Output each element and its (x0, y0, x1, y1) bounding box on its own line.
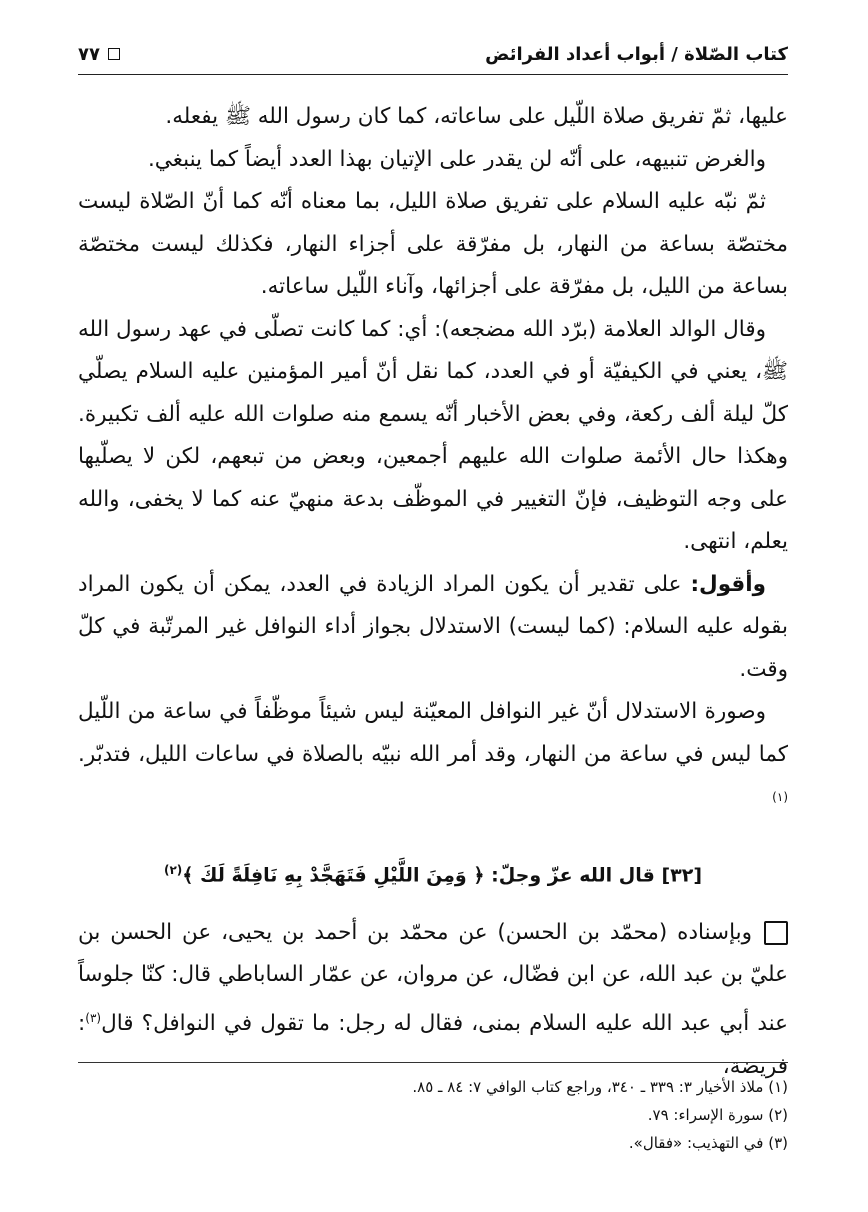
paragraph-5-text: على تقدير أن يكون المراد الزيادة في العدد، يمكن أن يكون المراد بقوله عليه السلام: (كما ليست) الاستدلال بجواز أداء النوافل غير المرتّبة في كلّ وقت. (78, 571, 788, 682)
hadith-text: وبإسناده (محمّد بن الحسن) عن محمّد بن أحمد بن يحيى، عن الحسن بن عليّ بن عبد الله، عن ابن فضّال، عن مروان، عن عمّار الساباطي قال: كنّا جلوساً عند أبي عبد الله عليه السلام بمنى، فقال له رجل: ما تقول في النوافل؟ قال (78, 919, 788, 1037)
paragraph-1 (78, 96, 788, 139)
hadith-box-icon (764, 921, 788, 945)
footnote-ref-2[interactable]: (٢) (163, 862, 183, 877)
paragraph-3-text: ثمّ نبّه عليه السلام على تفريق صلاة الليل، بما معناه أنّه كما أنّ الصّلاة ليست مختصّة بساعة من النهار، بل مفرّقة على أجزاء النهار، فكذلك ليست مختصّة بساعة من الليل، بل مفرّقة على أجزائها، وآناء اللّيل ساعاته. (78, 189, 788, 299)
footnote-2: (٢) سورة الإسراء: ٧٩. (647, 1106, 788, 1124)
paragraph-5 (78, 564, 788, 692)
paragraph-2-text: والغرض تنبيهه، على أنّه لن يقدر على الإتيان بهذا العدد أيضاً كما ينبغي. (147, 146, 766, 172)
paragraph-3 (78, 181, 788, 309)
main-text (78, 96, 788, 1088)
footnote-ref-1[interactable]: (١) (772, 790, 788, 804)
footnote-1: (١) ملاذ الأخيار ٣: ٣٣٩ ـ ٣٤٠، وراجع كتاب الوافي ٧: ٨٤ ـ ٨٥. (412, 1078, 788, 1096)
running-header (78, 34, 788, 75)
section-intro: قال الله عزّ وجلّ: (491, 863, 655, 886)
hadith-tail: : فريضة، (78, 1011, 788, 1079)
paragraph-2 (78, 139, 788, 182)
header-page-group (78, 44, 120, 65)
section-heading (78, 855, 788, 890)
footnotes (78, 1062, 788, 1157)
paragraph-6-text: وصورة الاستدلال أنّ غير النوافل المعيّنة ليس شيئاً موظّفاً في ساعة من اللّيل كما ليس في ساعة من النهار، وقد أمر الله نبيّه بالصلاة في ساعات الليل، فتدبّر. (78, 699, 788, 767)
header-title: كتاب الصّلاة / أبواب أعداد الفرائض (485, 43, 788, 65)
footnote-3: (٣) في التهذيب: «فقال». (628, 1134, 788, 1152)
paragraph-1-text: عليها، ثمّ تفريق صلاة اللّيل على ساعاته، كما كان رسول الله ﷺ يفعله. (165, 104, 788, 129)
paragraph-4 (78, 309, 788, 564)
paragraph-5-lead: وأقول: (690, 571, 766, 597)
quran-verse: ﴿ وَمِنَ اللَّيْلِ فَتَهَجَّدْ بِهِ نَافِلَةً لَكَ ﴾ (182, 863, 485, 886)
square-ornament-icon (108, 48, 120, 60)
paragraph-6 (78, 691, 788, 825)
section-number: [٣٢] (661, 863, 703, 886)
page-number: ٧٧ (78, 43, 100, 65)
paragraph-4-text: وقال الوالد العلامة (برّد الله مضجعه): أي: كما كانت تصلّى في عهد رسول الله ﷺ، يعني في الكيفيّة أو في العدد، كما نقل أنّ أمير المؤمنين عليه السلام يصلّي كلّ ليلة ألف ركعة، وفي بعض الأخبار أنّه يسمع منه صلوات الله عليه ألف تكبيرة. وهكذا حال الأئمة صلوات الله عليهم أجمعين، وبعض من تبعهم، لكن لا يصلّيها على وجه التوظيف، فإنّ التغيير في الموظّف بدعة منهيّ عنه كما لا يخفى، والله يعلم، انتهى. (78, 316, 788, 554)
footnote-ref-3[interactable]: (٣) (85, 1010, 102, 1025)
